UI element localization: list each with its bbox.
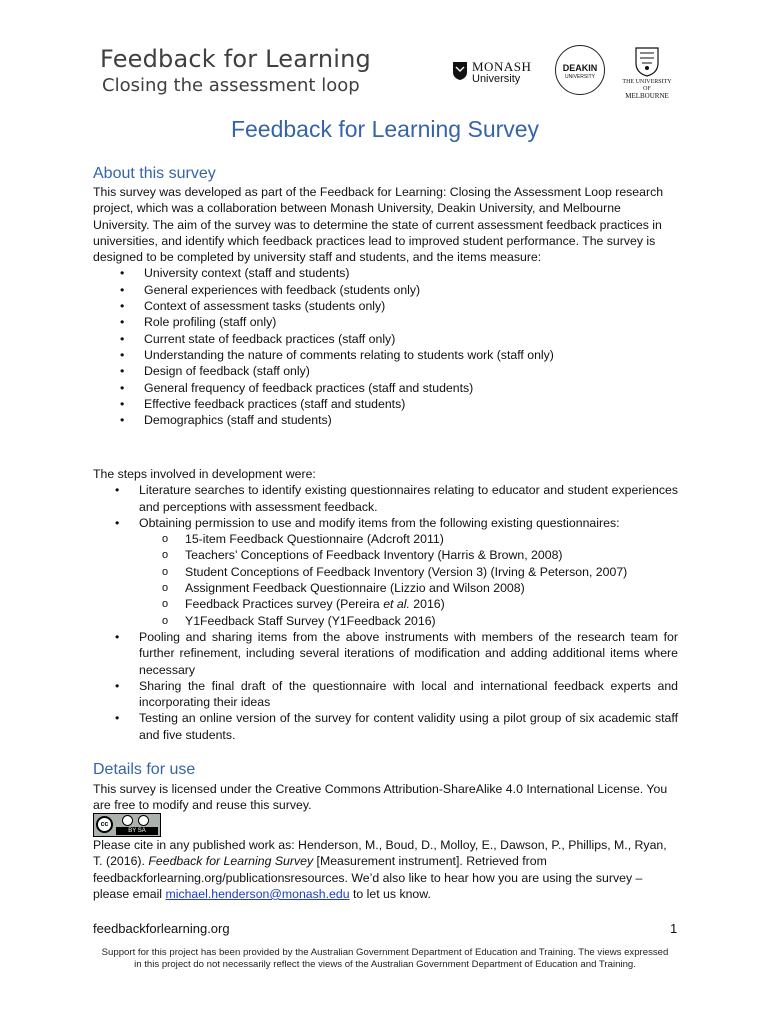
list-item: • General experiences with feedback (students only) <box>93 282 678 298</box>
measure-list <box>93 265 678 428</box>
melbourne-logo-text <box>622 79 672 100</box>
step-item: • Pooling and sharing items from the above instruments with members of the research team for further refinement, including several iterations of modification and adding additional items where necessary <box>93 629 678 678</box>
steps-intro: The steps involved in development were: <box>93 467 316 481</box>
questionnaire-emphasis: et al. <box>383 597 410 612</box>
cc-badge-label: BY SA <box>116 827 158 835</box>
footer-url: feedbackforlearning.org <box>93 921 230 936</box>
monash-shield-icon <box>452 61 468 81</box>
melbourne-logo <box>622 45 672 100</box>
questionnaire-list <box>139 531 678 629</box>
questionnaire-item: o Teachers’ Conceptions of Feedback Inventory (Harris & Brown, 2008) <box>139 547 678 563</box>
page-title: Feedback for Learning Survey <box>230 116 540 142</box>
step-text: • Obtaining permission to use and modify items from the following existing questionnaires: <box>139 515 620 530</box>
questionnaire-item <box>139 596 678 612</box>
list-item: • Effective feedback practices (staff and students) <box>93 396 678 412</box>
citation-text <box>93 837 678 902</box>
cc-icon: cc <box>96 816 113 833</box>
citation-part: to let us know. <box>349 886 431 901</box>
list-item: • Understanding the nature of comments relating to students work (staff only) <box>93 347 678 363</box>
about-section <box>93 184 678 428</box>
melbourne-logo-line1: THE UNIVERSITY OF <box>622 79 672 92</box>
monash-logo-line2: University <box>472 73 521 85</box>
steps-list <box>93 482 678 743</box>
share-alike-icon <box>138 815 149 826</box>
questionnaire-item: o Assignment Feedback Questionnaire (Lizzio and Wilson 2008) <box>139 580 678 596</box>
brand-subtitle: Closing the assessment loop <box>102 75 360 96</box>
list-item: • Role profiling (staff only) <box>93 314 678 330</box>
deakin-logo <box>555 45 605 95</box>
email-link[interactable]: michael.henderson@monash.edu <box>165 886 350 901</box>
questionnaire-item: o Student Conceptions of Feedback Inventory (Version 3) (Irving & Peterson, 2007) <box>139 564 678 580</box>
step-item: • Literature searches to identify existing questionnaires relating to educator and student experiences and perceptions with assessment feedback. <box>93 482 678 515</box>
list-item: • University context (staff and students) <box>93 265 678 281</box>
deakin-logo-line1: DEAKIN <box>562 63 598 73</box>
citation-title: Feedback for Learning Survey <box>148 854 314 869</box>
citation-part: Please cite in any published work as: Henderson, M., Boud, D., Molloy, E., Dawson, P., Phillips, M., Ryan, T. (2016). <box>93 838 667 869</box>
list-item: • Current state of feedback practices (staff only) <box>93 331 678 347</box>
list-item: • Context of assessment tasks (students only) <box>93 298 678 314</box>
brand-title: Feedback for Learning <box>100 45 371 73</box>
monash-logo <box>452 57 532 89</box>
melbourne-logo-line2: MELBOURNE <box>625 92 669 100</box>
melbourne-crest-icon <box>622 45 672 77</box>
step-item <box>93 515 678 629</box>
page-header <box>100 45 680 105</box>
deakin-logo-line2: UNIVERSITY <box>564 74 595 80</box>
step-item: • Sharing the final draft of the questionnaire with local and international feedback experts and incorporating their ideas <box>93 678 678 711</box>
about-intro: This survey was developed as part of the Feedback for Learning: Closing the Assessment Loop research project, which was a collaboration between Monash University, Deakin University, and Melbourne University. The aim of the survey was to determine the state of current assessment feedback practices in universities, and identify which feedback practices lead to improved student performance. The survey is designed to be completed by university staff and students, and the items measure: <box>93 185 664 265</box>
page-number: 1 <box>670 921 678 936</box>
list-item: • General frequency of feedback practices (staff and students) <box>93 380 678 396</box>
details-heading: Details for use <box>93 761 196 778</box>
list-item: • Demographics (staff and students) <box>93 412 678 428</box>
list-item: • Design of feedback (staff only) <box>93 363 678 379</box>
questionnaire-text: Feedback Practices survey (Pereira <box>185 597 384 612</box>
support-notice: Support for this project has been provided by the Australian Government Department of Education and Training. The views expressed in this project do not necessarily reflect the views of the Australian Government Department of Education and Training. <box>101 947 669 970</box>
step-item: • Testing an online version of the survey for content validity using a pilot group of six academic staff and five students. <box>93 710 678 743</box>
questionnaire-item: o 15-item Feedback Questionnaire (Adcroft 2011) <box>139 531 678 547</box>
monash-logo-line1: MONASH <box>472 59 532 74</box>
attribution-icon <box>122 815 133 826</box>
citation-part: [Measurement instrument]. Retrieved from feedbackforlearning.org/publicationsresources. We’d also like to hear how you are using the survey – please email <box>93 854 643 901</box>
steps-section <box>93 466 678 743</box>
questionnaire-text: 2016) <box>409 597 445 612</box>
questionnaire-item: o Y1Feedback Staff Survey (Y1Feedback 2016) <box>139 613 678 629</box>
license-text: This survey is licensed under the Creative Commons Attribution-ShareAlike 4.0 International License. You are free to modify and reuse this survey. <box>93 782 668 813</box>
about-heading: About this survey <box>93 165 216 182</box>
cc-by-sa-badge[interactable] <box>93 813 161 837</box>
